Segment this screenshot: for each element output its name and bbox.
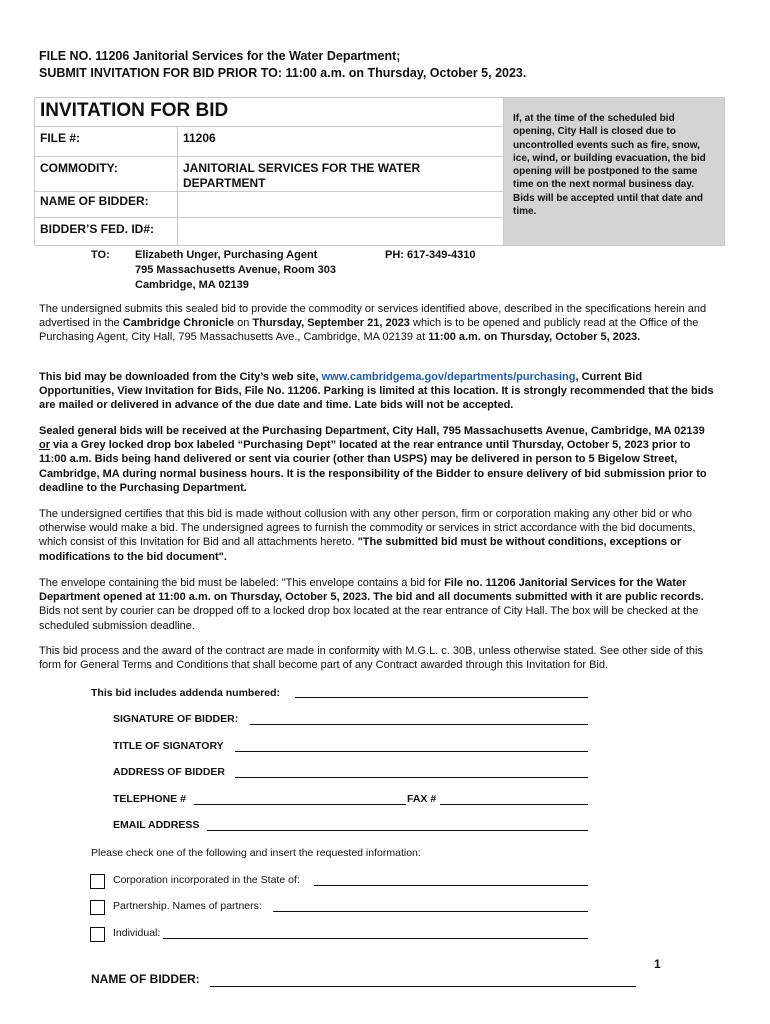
closure-note: If, at the time of the scheduled bid opening, City Hall is closed due to uncontrolled events such as fire, snow, ice, wind, or building evacuation, the bid opening will be postponed to the same time on the next normal business day. Bids will be accepted until that date and time. [504,98,725,246]
p1-opening-time: 11:00 a.m. on Thursday, October 5, 2023. [428,331,641,344]
p2-text: This bid may be downloaded from the City’s web site, [39,371,322,383]
file-number-value: 11206 [178,127,504,157]
p1-text-on: on [234,317,253,330]
p5-text-rest: Bids not sent by courier can be dropped off to a locked drop box located at the rear entrance of City Hall. The box will be checked at the scheduled submission deadline. [39,605,699,632]
partnership-label: Partnership. Names of partners: [113,900,262,912]
email-line[interactable] [207,830,588,831]
paragraph-sealed-bids [39,424,717,495]
fed-id-label: BIDDER’S FED. ID#: [35,218,178,246]
invitation-table [34,97,725,246]
title-of-signatory-line[interactable] [235,751,588,752]
bidder-name-label: NAME OF BIDDER: [35,192,178,218]
fax-label: FAX # [407,793,437,805]
to-label: TO: [91,249,110,261]
paragraph-download [39,370,717,413]
p5-envelope-label: File no. 11206 Janitorial Services for the Water Department opened at 11:00 a.m. on Thursday, October 5, 2023. The bid and all documents submitted with it are public records. [39,577,704,604]
p3-text-rest: via a Grey locked drop box labeled “Purchasing Dept” located at the rear entrance until Thursday, October 5, 2023 prior to 11:00 a.m. Bids being hand delivered or sent via courier (other than USPS) may be delivered in person to 5 Bigelow Street, Cambridge, MA during normal business hours. It is the responsibility of the Bidder to ensure delivery of bid submission prior to deadline to the Purchasing Department. [39,439,707,494]
email-label: EMAIL ADDRESS [113,819,200,831]
to-block [91,248,476,291]
individual-checkbox[interactable] [90,927,105,942]
telephone-label: TELEPHONE # [113,793,186,805]
page-number: 1 [654,957,661,971]
paragraph-envelope [39,576,717,633]
p1-text: The undersigned submits this sealed bid to provide the commodity or services identified above, described in the specifications herein and advertised in the [39,303,707,330]
paragraph-advertised [39,302,717,345]
partnership-checkbox[interactable] [90,900,105,915]
signature-label: SIGNATURE OF BIDDER: [113,713,239,725]
individual-line[interactable] [163,938,588,939]
bottom-bidder-name-label: NAME OF BIDDER: [91,972,200,986]
purchasing-website-link[interactable]: www.cambridgema.gov/departments/purchasing [321,371,576,383]
purchasing-agent-address [135,248,385,293]
commodity-label: COMMODITY: [35,157,178,192]
partnership-names-line[interactable] [273,911,588,912]
corporation-state-line[interactable] [314,885,588,886]
addenda-label: This bid includes addenda numbered: [91,687,281,699]
bidder-name-field[interactable] [178,192,504,218]
title-of-signatory-label: TITLE OF SIGNATORY [113,740,224,752]
agent-name: Elizabeth Unger, Purchasing Agent [135,249,318,261]
p3-or: or [39,439,50,452]
fax-line[interactable] [440,804,588,805]
bottom-bidder-name-line[interactable] [210,986,636,987]
paragraph-process: This bid process and the award of the contract are made in conformity with M.G.L. c. 30B, unless otherwise stated. See other side of this form for General Terms and Conditions that shall become part of any Contract awarded through this Invitation for Bid. [39,645,703,672]
p5-text: The envelope containing the bid must be labeled: "This envelope contains a bid for [39,577,445,589]
addenda-line[interactable] [295,697,588,698]
corporation-label: Corporation incorporated in the State of: [113,874,300,886]
agent-city: Cambridge, MA 02139 [135,279,249,291]
individual-label: Individual: [113,927,161,939]
p2-text-rest: , Current Bid Opportunities, View Invitation for Bids, File No. 11206. Parking is limited at this location. It is strongly recommended that the bids are mailed or delivered in advance of the due date and time. Late bids will not be accepted. [39,371,714,412]
p1-advert-date: Thursday, September 21, 2023 [252,317,410,330]
p1-text-location: which is to be opened and publicly read at the Office of the Purchasing Agent, City Hall, 795 Massachusetts Ave., Cambridge, MA 02139 at [39,317,699,344]
page-header [39,48,526,82]
check-instructions: Please check one of the following and insert the requested information: [91,847,421,859]
corporation-checkbox[interactable] [90,874,105,889]
agent-street: 795 Massachusetts Avenue, Room 303 [135,264,336,276]
p3-text: Sealed general bids will be received at the Purchasing Department, City Hall, 795 Massachusetts Avenue, Cambridge, MA 02139 [39,425,705,437]
header-file-line: FILE NO. 11206 Janitorial Services for the Water Department; [39,49,401,63]
commodity-value: JANITORIAL SERVICES FOR THE WATER DEPARTMENT [178,157,504,192]
agent-phone: PH: 617-349-4310 [385,249,476,261]
p4-conditions-note: "The submitted bid must be without conditions, exceptions or modifications to the bid document". [39,536,682,563]
p4-text: The undersigned certifies that this bid is made without collusion with any other person, firm or corporation making any other bid or who otherwise would make a bid. The undersigned agrees to furnish the commodity or services in strict accordance with the bid documents, which consist of this Invitation for Bid and all attachments hereto. [39,508,696,549]
file-number-label: FILE #: [35,127,178,157]
fed-id-field[interactable] [178,218,504,246]
address-label: ADDRESS OF BIDDER [113,766,226,778]
address-line[interactable] [235,777,588,778]
p1-newspaper: Cambridge Chronicle [122,317,235,330]
header-deadline-line: SUBMIT INVITATION FOR BID PRIOR TO: 11:00 a.m. on Thursday, October 5, 2023. [39,66,527,80]
paragraph-certification [39,507,717,564]
signature-line[interactable] [250,724,588,725]
invitation-title: INVITATION FOR BID [35,98,504,127]
telephone-line[interactable] [194,804,406,805]
